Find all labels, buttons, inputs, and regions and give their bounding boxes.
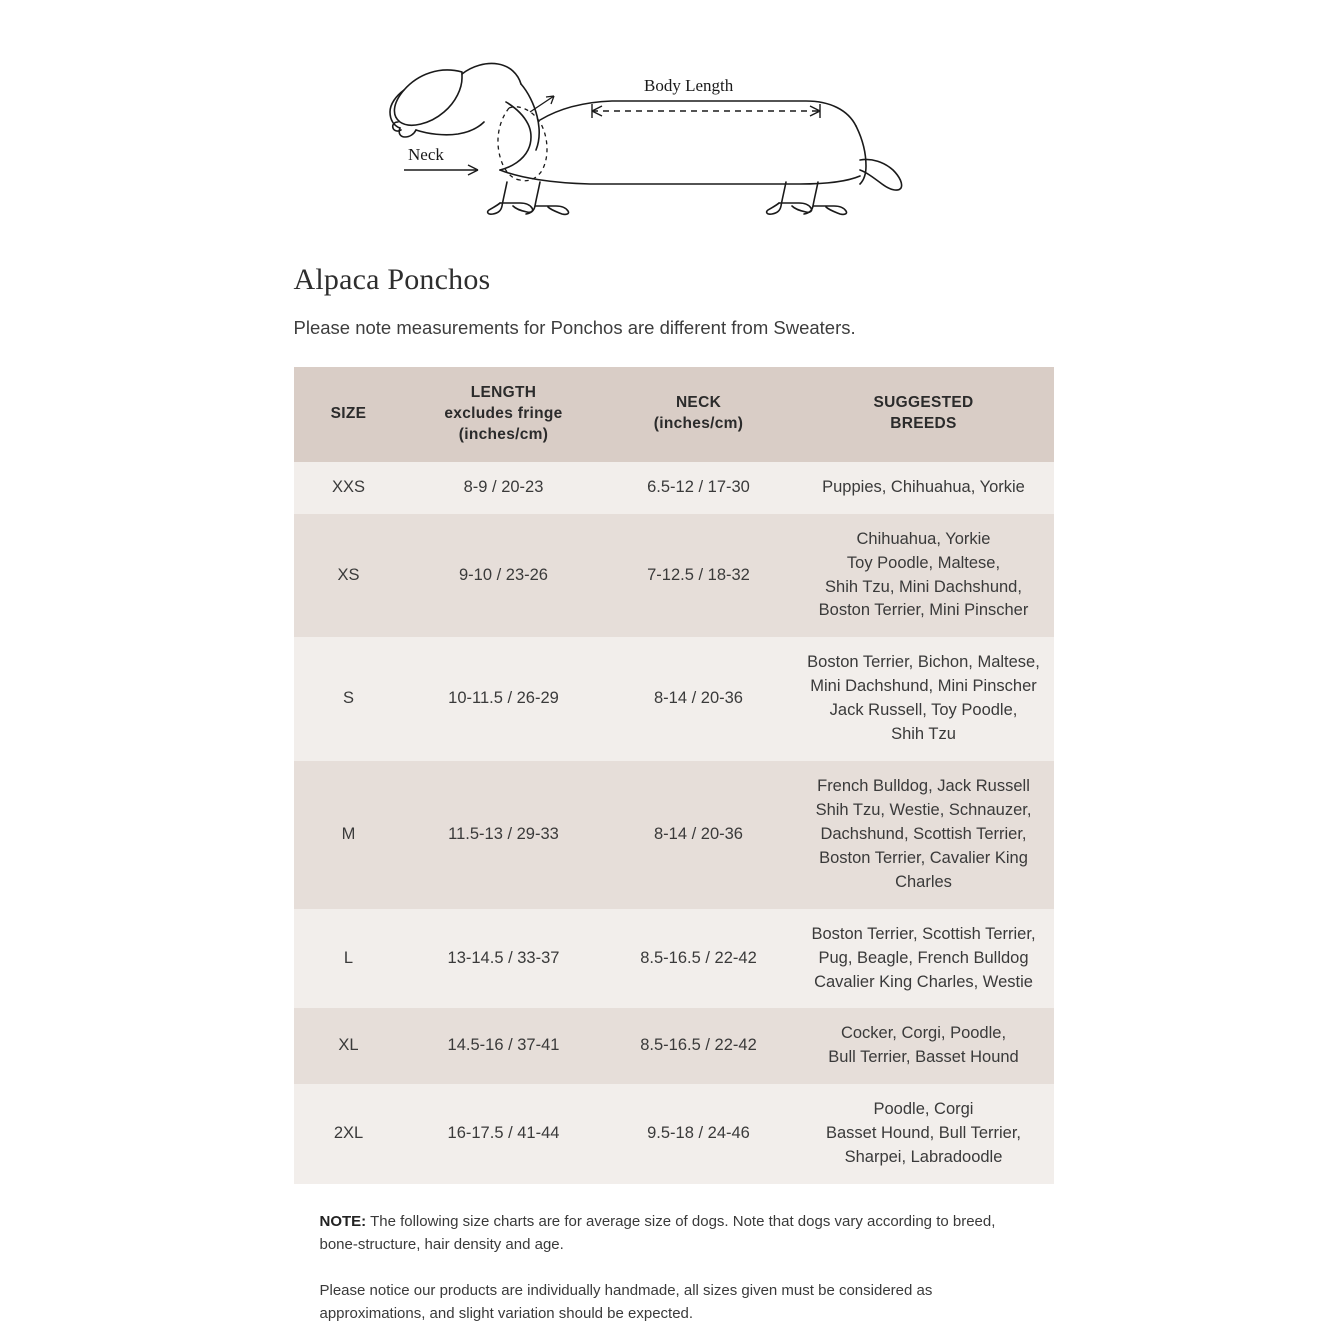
cell-size: XL xyxy=(294,1008,404,1084)
column-header-neck-line2: (inches/cm) xyxy=(653,415,744,433)
column-header-size-line1: SIZE xyxy=(330,404,367,422)
table-header xyxy=(294,367,1054,462)
column-header-length xyxy=(404,367,604,462)
table-body xyxy=(294,462,1054,1184)
cell-neck: 8-14 / 20-36 xyxy=(604,637,794,761)
cell-neck: 8-14 / 20-36 xyxy=(604,761,794,909)
cell-neck: 8.5-16.5 / 22-42 xyxy=(604,909,794,1009)
cell-breeds: Puppies, Chihuahua, Yorkie xyxy=(794,462,1054,514)
table-row xyxy=(294,909,1054,1009)
cell-length: 8-9 / 20-23 xyxy=(404,462,604,514)
disclaimer-paragraph: Please notice our products are individually handmade, all sizes given must be considered as approximations, and slight variation should be expected. xyxy=(319,1281,933,1322)
note-label: NOTE: xyxy=(319,1213,367,1231)
cell-size: M xyxy=(294,761,404,909)
cell-neck: 6.5-12 / 17-30 xyxy=(604,462,794,514)
column-header-length-line2: excludes fringe xyxy=(444,404,563,422)
column-header-breeds xyxy=(794,367,1054,462)
cell-size: XS xyxy=(294,514,404,638)
page-title: Alpaca Ponchos xyxy=(293,263,491,296)
cell-breeds: Boston Terrier, Scottish Terrier, Pug, Beagle, French Bulldog Cavalier King Charles, Westie xyxy=(794,909,1054,1009)
cell-size: S xyxy=(294,637,404,761)
cell-length: 16-17.5 / 41-44 xyxy=(404,1084,604,1184)
column-header-neck-line1: NECK xyxy=(675,394,722,412)
table-row xyxy=(294,462,1054,514)
table-header-row xyxy=(294,367,1054,462)
cell-size: XXS xyxy=(294,462,404,514)
cell-length: 11.5-13 / 29-33 xyxy=(404,761,604,909)
note-paragraph xyxy=(320,1210,1034,1257)
cell-neck: 8.5-16.5 / 22-42 xyxy=(604,1008,794,1084)
cell-neck: 7-12.5 / 18-32 xyxy=(604,514,794,638)
notes-section xyxy=(294,1210,1034,1325)
table-row xyxy=(294,761,1054,909)
cell-length: 14.5-16 / 37-41 xyxy=(404,1008,604,1084)
page-subtitle: Please note measurements for Ponchos are different from Sweaters. xyxy=(293,317,856,338)
cell-length: 10-11.5 / 26-29 xyxy=(404,637,604,761)
dachshund-illustration xyxy=(0,0,1327,245)
column-header-neck xyxy=(604,367,794,462)
cell-size: L xyxy=(294,909,404,1009)
column-header-breeds-line1: SUGGESTED xyxy=(873,394,974,412)
cell-length: 13-14.5 / 33-37 xyxy=(404,909,604,1009)
table-row xyxy=(294,1008,1054,1084)
column-header-length-line3: (inches/cm) xyxy=(458,425,549,443)
body-length-label: Body Length xyxy=(644,76,734,95)
cell-length: 9-10 / 23-26 xyxy=(404,514,604,638)
cell-breeds: Boston Terrier, Bichon, Maltese, Mini Dachshund, Mini Pinscher Jack Russell, Toy Poodle, Shih Tzu xyxy=(794,637,1054,761)
table-row xyxy=(294,637,1054,761)
note-text: The following size charts are for average size of dogs. Note that dogs vary according to breed, bone-structure, hair density and age. xyxy=(319,1213,996,1254)
table-row xyxy=(294,514,1054,638)
cell-breeds: Poodle, Corgi Basset Hound, Bull Terrier, Sharpei, Labradoodle xyxy=(794,1084,1054,1184)
neck-label: Neck xyxy=(408,145,444,164)
measurement-diagram xyxy=(0,0,1327,245)
content-area xyxy=(284,263,1044,1325)
cell-breeds: Cocker, Corgi, Poodle, Bull Terrier, Basset Hound xyxy=(794,1008,1054,1084)
size-chart-table xyxy=(294,367,1054,1184)
cell-breeds: French Bulldog, Jack Russell Shih Tzu, Westie, Schnauzer, Dachshund, Scottish Terrier, Boston Terrier, Cavalier King Charles xyxy=(794,761,1054,909)
column-header-breeds-line2: BREEDS xyxy=(890,415,957,433)
cell-size: 2XL xyxy=(294,1084,404,1184)
cell-neck: 9.5-18 / 24-46 xyxy=(604,1084,794,1184)
table-row xyxy=(294,1084,1054,1184)
column-header-size xyxy=(294,367,404,462)
column-header-length-line1: LENGTH xyxy=(470,384,537,401)
cell-breeds: Chihuahua, Yorkie Toy Poodle, Maltese, Shih Tzu, Mini Dachshund, Boston Terrier, Mini Pinscher xyxy=(794,514,1054,638)
